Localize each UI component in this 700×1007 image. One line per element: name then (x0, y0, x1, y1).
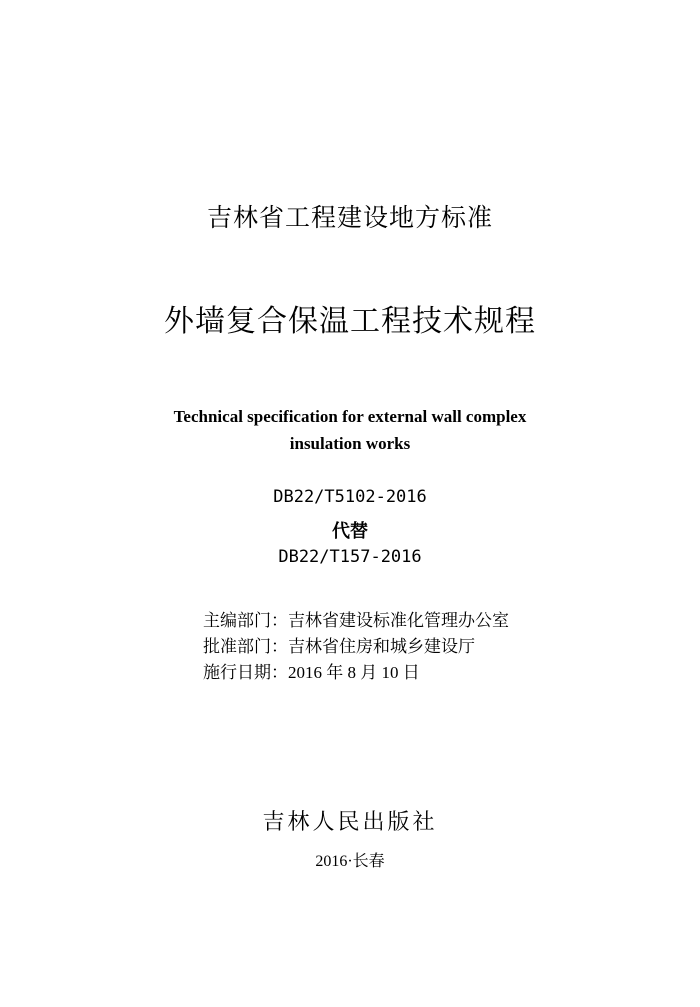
publisher: 吉林人民出版社 (262, 810, 438, 835)
info-value: 吉林省建设标准化管理办公室 (288, 611, 509, 630)
english-title-line-2: insulation works (289, 434, 411, 453)
approving-department-row (203, 634, 509, 660)
replaces-label: 代替 (332, 521, 368, 542)
english-title (0, 403, 700, 457)
info-value: 2016 年 8 月 10 日 (288, 663, 420, 682)
info-label: 主编部门： (203, 611, 288, 630)
editing-department-row (203, 608, 509, 634)
info-value: 吉林省住房和城乡建设厅 (288, 637, 475, 656)
info-label: 施行日期： (203, 663, 288, 682)
info-label: 批准部门： (203, 637, 288, 656)
effective-date-row (203, 660, 509, 686)
standard-code: DB22/T5102-2016 (273, 487, 427, 507)
standard-series: 吉林省工程建设地方标准 (206, 203, 493, 232)
imprint: 2016·长春 (315, 853, 385, 870)
english-title-line-1: Technical specification for external wall complex (173, 407, 527, 426)
document-title: 外墙复合保温工程技术规程 (164, 304, 536, 339)
issuance-info (203, 608, 509, 686)
replaced-code: DB22/T157-2016 (278, 547, 422, 567)
